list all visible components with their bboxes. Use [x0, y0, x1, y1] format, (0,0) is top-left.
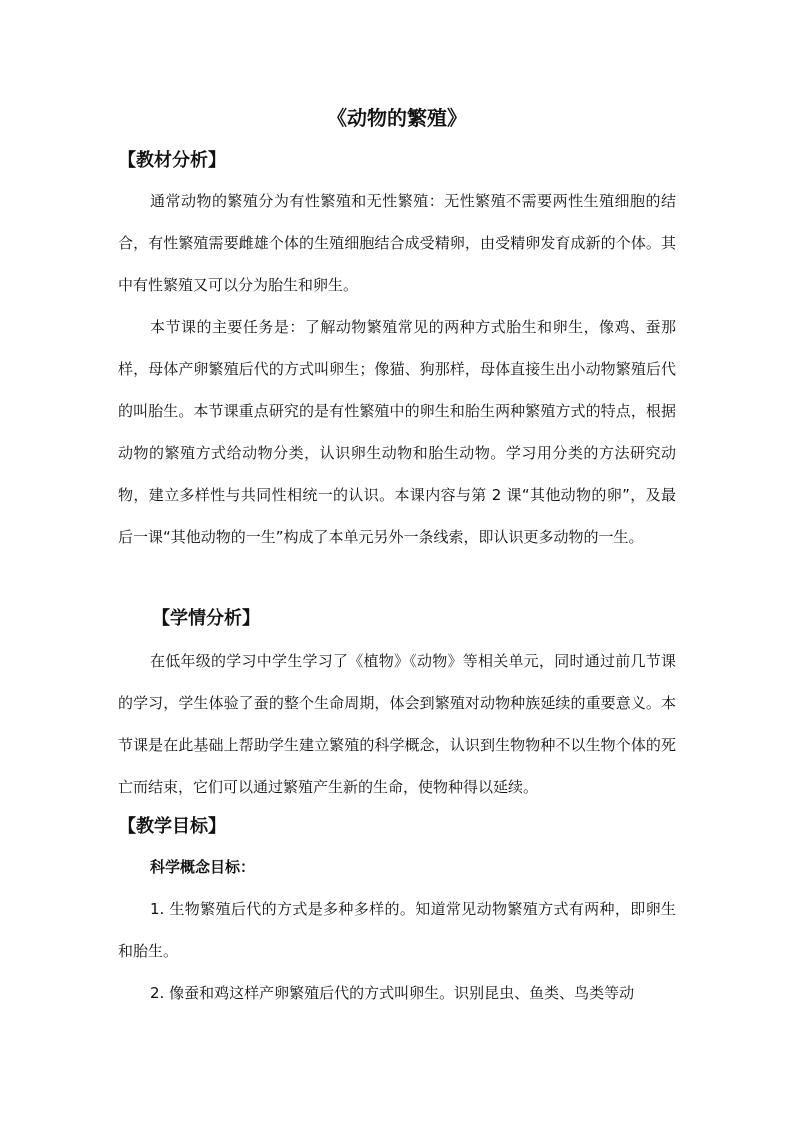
section-heading-materials: 【教材分析】 — [118, 150, 226, 171]
materials-paragraph-1: 通常动物的繁殖分为有性繁殖和无性繁殖：无性繁殖不需要两性生殖细胞的结合，有性繁殖需要雌雄个体的生殖细胞结合成受精卵，由受精卵发育成新的个体。其中有性繁殖又可以分为胎生和卵生。 — [118, 192, 676, 294]
students-paragraph-1: 在低年级的学习中学生学习了《植物》《动物》等相关单元，同时通过前几节课的学习，学生体验了蚕的整个生命周期，体会到繁殖对动物种族延续的重要意义。本节课是在此基础上帮助学生建立繁殖的科学概念，认识到生物物种不以生物个体的死亡而结束，它们可以通过繁殖产生新的生命，使物种得以延续。 — [118, 652, 676, 796]
document-title: 《动物的繁殖》 — [327, 106, 467, 130]
section-heading-students: 【学情分析】 — [152, 608, 260, 629]
goals-item-2: 2. 像蚕和鸡这样产卵繁殖后代的方式叫卵生。识别昆虫、鱼类、鸟类等动 — [150, 984, 635, 1002]
materials-paragraph-2: 本节课的主要任务是：了解动物繁殖常见的两种方式胎生和卵生，像鸡、蚕那样，母体产卵繁殖后代的方式叫卵生；像猫、狗那样，母体直接生出小动物繁殖后代的叫胎生。本节课重点研究的是有性繁殖中的卵生和胎生两种繁殖方式的特点，根据动物的繁殖方式给动物分类，认识卵生动物和胎生动物。学习用分类的方法研究动物，建立多样性与共同性相统一的认识。本课内容与第 2 课“其他动物的卵”，及最后一课“其他动物的一生”构成了本单元另外一条线索，即认识更多动物的一生。 — [118, 318, 676, 546]
goals-item-1: 1. 生物繁殖后代的方式是多种多样的。知道常见动物繁殖方式有两种，即卵生和胎生。 — [118, 900, 676, 960]
goals-subheading: 科学概念目标： — [150, 858, 256, 876]
section-heading-goals: 【教学目标】 — [118, 816, 226, 837]
